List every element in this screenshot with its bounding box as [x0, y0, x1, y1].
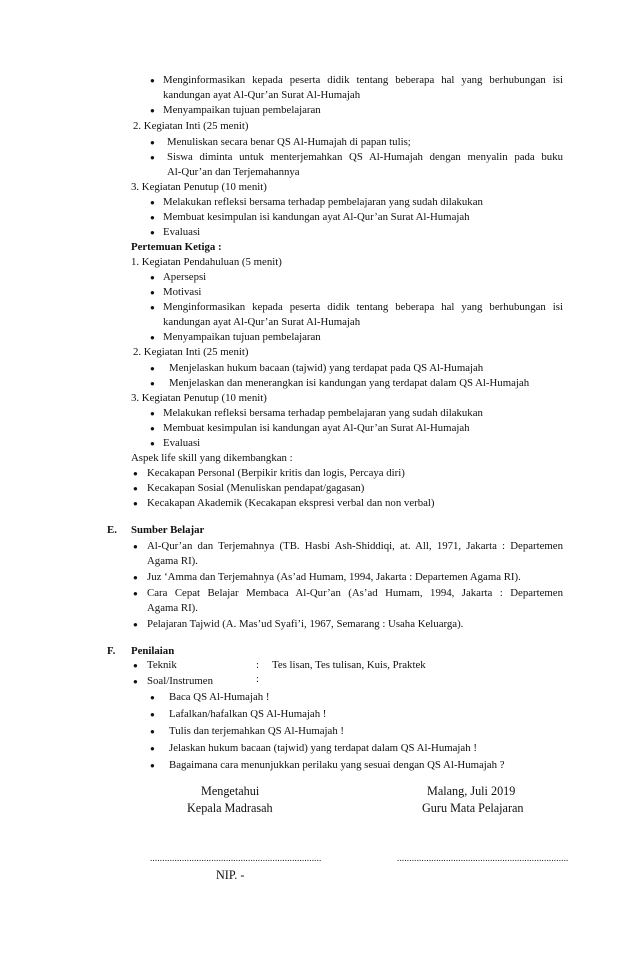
signature-line: ...................................................................... — [397, 853, 569, 863]
bullet-icon: ● — [150, 364, 155, 373]
bullet-icon: ● — [150, 333, 155, 342]
bullet-icon: ● — [133, 573, 138, 582]
text-line: Menginformasikan kepada peserta didik tentang beberapa hal yang berhubungan isi — [163, 301, 563, 313]
bullet-icon: ● — [150, 303, 155, 312]
bullet-icon: ● — [150, 106, 155, 115]
bullet-icon: ● — [150, 288, 155, 297]
section-heading: E. — [107, 524, 117, 536]
bullet-icon: ● — [150, 761, 155, 770]
text-line: Menyampaikan tujuan pembelajaran — [163, 331, 321, 343]
text-line: Agama RI). — [147, 555, 198, 567]
bullet-icon: ● — [150, 439, 155, 448]
text-line: Menyampaikan tujuan pembelajaran — [163, 104, 321, 116]
text-line: Kecakapan Personal (Berpikir kritis dan logis, Percaya diri) — [147, 467, 405, 479]
bullet-icon: ● — [150, 198, 155, 207]
section-heading: Pertemuan Ketiga : — [131, 241, 222, 253]
text-line: Melakukan refleksi bersama terhadap pembelajaran yang sudah dilakukan — [163, 407, 483, 419]
text-line: : — [256, 659, 259, 671]
text-line: Siswa diminta untuk menterjemahkan QS Al-Humajah dengan menyalin pada buku — [167, 151, 563, 163]
bullet-icon: ● — [150, 273, 155, 282]
text-line: 3. Kegiatan Penutup (10 menit) — [131, 392, 267, 404]
bullet-icon: ● — [133, 499, 138, 508]
text-line: Menuliskan secara benar QS Al-Humajah di papan tulis; — [167, 136, 411, 148]
text-line: Agama RI). — [147, 602, 198, 614]
text-line: Membuat kesimpulan isi kandungan ayat Al-Qur’an Surat Al-Humajah — [163, 211, 470, 223]
bullet-icon: ● — [133, 484, 138, 493]
signature-text: NIP. - — [216, 868, 245, 882]
bullet-icon: ● — [133, 677, 138, 686]
text-line: Membuat kesimpulan isi kandungan ayat Al-Qur’an Surat Al-Humajah — [163, 422, 470, 434]
bullet-icon: ● — [150, 213, 155, 222]
text-line: Pelajaran Tajwid (A. Mas’ud Syafi’i, 1967, Semarang : Usaha Keluarga). — [147, 618, 464, 630]
text-line: Tes lisan, Tes tulisan, Kuis, Praktek — [272, 659, 426, 671]
bullet-icon: ● — [133, 469, 138, 478]
bullet-icon: ● — [133, 620, 138, 629]
signature-text: Mengetahui — [201, 784, 260, 798]
text-line: Juz ‘Amma dan Terjemahnya (As’ad Humam, 1994, Jakarta : Departemen Agama RI). — [147, 571, 521, 583]
text-line: Lafalkan/hafalkan QS Al-Humajah ! — [169, 708, 327, 720]
text-line: Cara Cepat Belajar Membaca Al-Qur’an (As’ad Humam, 1994, Jakarta : Departemen — [147, 587, 563, 599]
text-line: Menginformasikan kepada peserta didik tentang beberapa hal yang berhubungan isi — [163, 74, 563, 86]
signature-text: Malang, Juli 2019 — [427, 784, 516, 798]
bullet-icon: ● — [150, 409, 155, 418]
section-heading: Penilaian — [131, 645, 175, 657]
bullet-icon: ● — [150, 744, 155, 753]
bullet-icon: ● — [150, 710, 155, 719]
text-line: Al-Qur’an dan Terjemahannya — [167, 166, 300, 178]
signature-line: ...................................................................... — [150, 853, 322, 863]
text-line: Baca QS Al-Humajah ! — [169, 691, 270, 703]
bullet-icon: ● — [133, 661, 138, 670]
text-line: : — [256, 673, 259, 685]
text-line: 1. Kegiatan Pendahuluan (5 menit) — [131, 256, 282, 268]
text-line: Apersepsi — [163, 271, 207, 283]
text-line: Evaluasi — [163, 226, 201, 238]
bullet-icon: ● — [150, 138, 155, 147]
text-line: Motivasi — [163, 286, 202, 298]
text-line: Kecakapan Akademik (Kecakapan ekspresi verbal dan non verbal) — [147, 497, 435, 509]
section-heading: Sumber Belajar — [131, 524, 205, 536]
bullet-icon: ● — [150, 228, 155, 237]
text-line: 2. Kegiatan Inti (25 menit) — [133, 346, 249, 358]
section-heading: F. — [107, 645, 116, 657]
bullet-icon: ● — [150, 153, 155, 162]
text-line: kandungan ayat Al-Qur’an Surat Al-Humajah — [163, 89, 361, 101]
text-line: Al-Qur’an dan Terjemahnya (TB. Hasbi Ash-Shiddiqi, at. All, 1971, Jakarta : Departemen — [147, 540, 563, 552]
bullet-icon: ● — [150, 727, 155, 736]
bullet-icon: ● — [150, 76, 155, 85]
text-line: Menjelaskan hukum bacaan (tajwid) yang terdapat pada QS Al-Humajah — [169, 362, 484, 374]
text-line: Soal/Instrumen — [147, 675, 213, 687]
signature-text: Kepala Madrasah — [187, 801, 273, 815]
text-line: Menjelaskan dan menerangkan isi kandungan yang terdapat dalam QS Al-Humajah — [169, 377, 530, 389]
text-line: 2. Kegiatan Inti (25 menit) — [133, 120, 249, 132]
text-line: Evaluasi — [163, 437, 201, 449]
text-line: Kecakapan Sosial (Menuliskan pendapat/gagasan) — [147, 482, 365, 494]
text-line: Jelaskan hukum bacaan (tajwid) yang terdapat dalam QS Al-Humajah ! — [169, 742, 477, 754]
bullet-icon: ● — [133, 542, 138, 551]
bullet-icon: ● — [150, 693, 155, 702]
text-line: kandungan ayat Al-Qur’an Surat Al-Humajah — [163, 316, 361, 328]
bullet-icon: ● — [133, 589, 138, 598]
text-line: 3. Kegiatan Penutup (10 menit) — [131, 181, 267, 193]
signature-text: Guru Mata Pelajaran — [422, 801, 524, 815]
text-line: Melakukan refleksi bersama terhadap pembelajaran yang sudah dilakukan — [163, 196, 483, 208]
text-line: Tulis dan terjemahkan QS Al-Humajah ! — [169, 725, 345, 737]
text-line: Teknik — [147, 659, 177, 671]
text-line: Aspek life skill yang dikembangkan : — [131, 452, 293, 464]
text-line: Bagaimana cara menunjukkan perilaku yang sesuai dengan QS Al-Humajah ? — [169, 759, 505, 771]
bullet-icon: ● — [150, 379, 155, 388]
bullet-icon: ● — [150, 424, 155, 433]
